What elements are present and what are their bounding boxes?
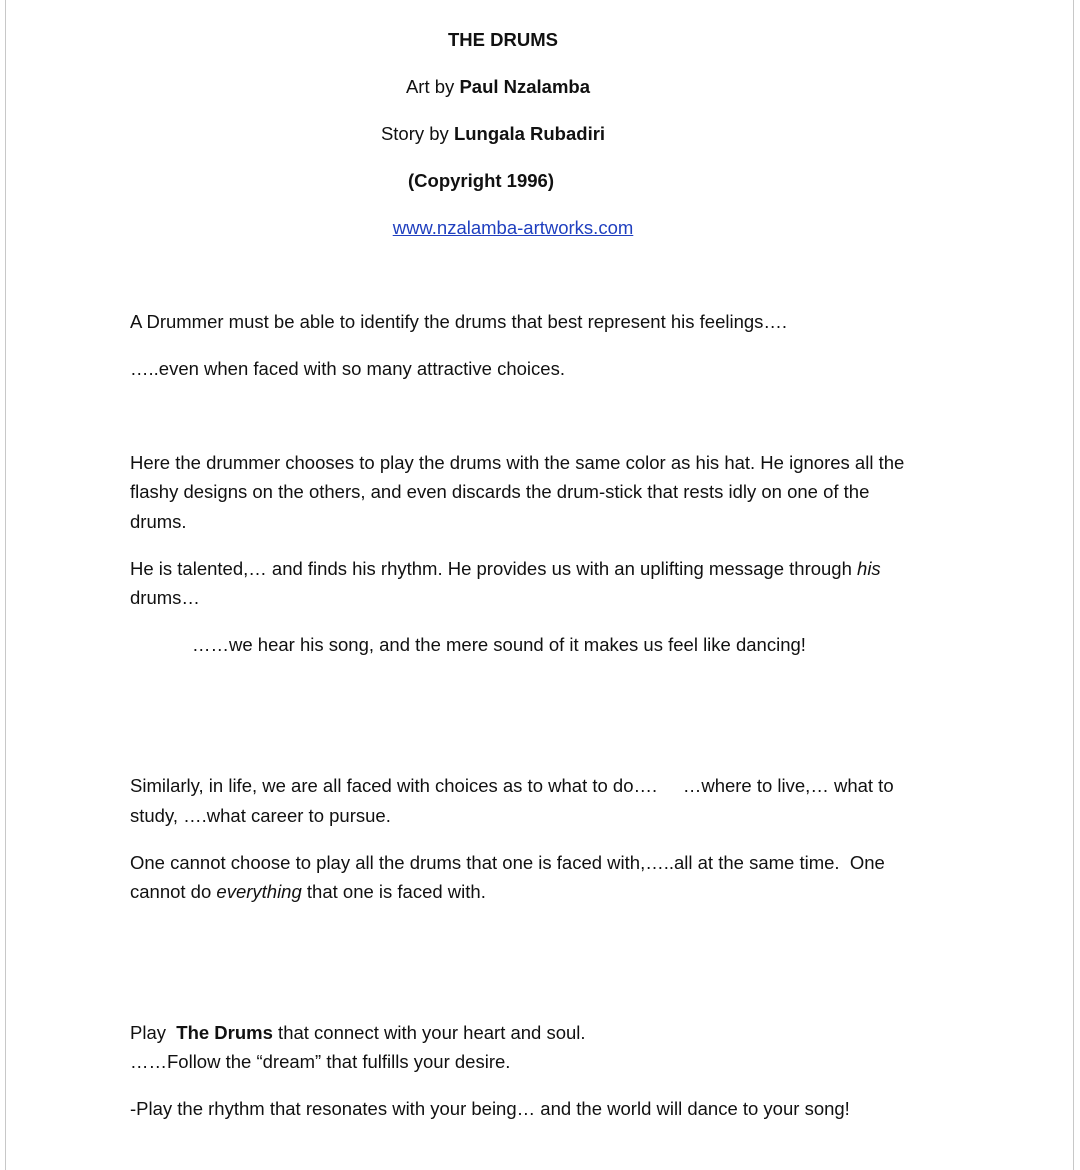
- paragraph-6-line-2: study, ….what career to pursue.: [130, 805, 391, 826]
- website-line: [6, 213, 1020, 243]
- document-page: [5, 0, 1074, 1170]
- paragraph-3-line-2: flashy designs on the others, and even discards the drum-stick that rests idly on one of the: [130, 481, 870, 502]
- art-credit: Art by Paul Nzalamba: [405, 76, 591, 97]
- paragraph-4-line-1: He is talented,… and finds his rhythm. He provides us with an uplifting message through his: [130, 558, 881, 579]
- paragraph-7-line-2: cannot do everything that one is faced with.: [130, 881, 486, 902]
- paragraph-1: A Drummer must be able to identify the drums that best represent his feelings….: [130, 311, 788, 332]
- paragraph-9: -Play the rhythm that resonates with your being… and the world will dance to your song!: [130, 1098, 850, 1119]
- paragraph-6-line-1: Similarly, in life, we are all faced with choices as to what to do…. …where to live,… what to: [130, 775, 894, 796]
- paragraph-4-line-2: drums…: [130, 587, 200, 608]
- website-link[interactable]: www.nzalamba-artworks.com: [392, 217, 634, 238]
- author-name: Lungala Rubadiri: [453, 123, 606, 144]
- paragraph-2: …..even when faced with so many attractive choices.: [130, 358, 565, 379]
- copyright-notice: (Copyright 1996): [408, 170, 554, 191]
- artist-name: Paul Nzalamba: [459, 76, 591, 97]
- paragraph-7-line-1: One cannot choose to play all the drums that one is faced with,…..all at the same time. One: [130, 852, 885, 873]
- paragraph-5: ……we hear his song, and the mere sound of it makes us feel like dancing!: [192, 634, 806, 655]
- paragraph-8-line-2: ……Follow the “dream” that fulfills your desire.: [130, 1051, 511, 1072]
- story-credit: Story by Lungala Rubadiri: [380, 123, 606, 144]
- paragraph-8-line-1: Play The Drums that connect with your heart and soul.: [130, 1022, 586, 1043]
- paragraph-3-line-1: Here the drummer chooses to play the drums with the same color as his hat. He ignores all the: [130, 452, 905, 473]
- document-title: THE DRUMS: [448, 29, 558, 50]
- paragraph-3-line-3: drums.: [130, 511, 187, 532]
